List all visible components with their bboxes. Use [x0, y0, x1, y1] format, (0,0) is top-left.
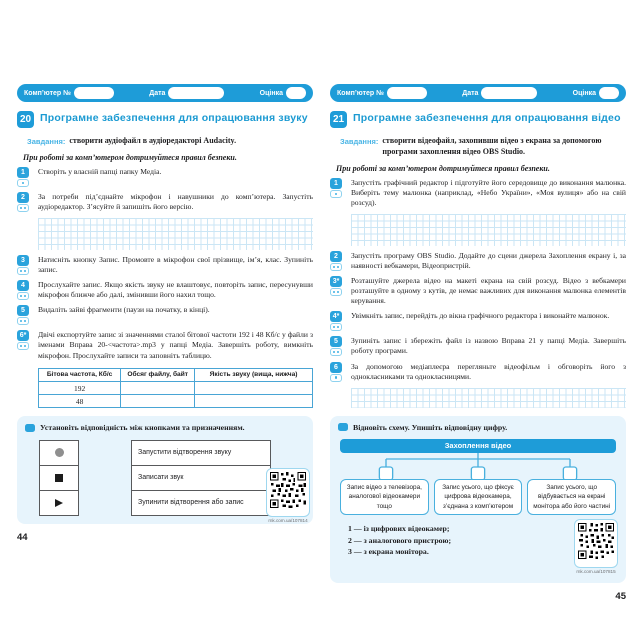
step-number-badge: 6 [330, 362, 342, 373]
task-text: створити аудіофайл в аудіоредакторі Audacity. [69, 136, 237, 145]
scheme-title-bar: Захоплення відео [340, 439, 616, 453]
table-row [39, 395, 313, 408]
qr-block [574, 519, 618, 574]
table-header-size: Обсяг файлу, байт [121, 368, 195, 382]
step-text: Увімкніть запис, перейдіть до вікна графічного редактора і виконайте малюнок. [351, 311, 610, 321]
work-mode-icon [330, 323, 342, 331]
step-item [330, 178, 626, 208]
scheme-boxes [340, 479, 616, 515]
step-text: Двічі експортуйте запис зі значеннями сталої бітової частоти 192 і 48 Кб/с у файли з іменами Вправа 20-<частота>.mp3 у папці Медіа. Завершіть роботу, вимкніть мікрофон. Прослухайте записи та заповніть таблицю. [38, 330, 313, 360]
step-item [330, 251, 626, 271]
lesson-header [17, 111, 313, 128]
work-mode-icon [17, 204, 29, 212]
step-item [330, 311, 626, 331]
step-text: Розташуйте джерела відео на макеті екрана на свій розсуд. Відео з вебкамери розташуйте в одному з кутів, де немає важливих для виконання малюнка елементів керування. [351, 276, 626, 306]
match-button-play[interactable] [39, 490, 79, 516]
grade-label: Оцінка [259, 89, 283, 97]
grade-field[interactable] [286, 87, 306, 99]
legend-line: 2 — з аналогового пристрою; [348, 535, 452, 545]
step-number-badge: 5 [330, 336, 342, 347]
page-number: 45 [615, 590, 626, 602]
step-item [17, 280, 313, 300]
prompt-bullet-icon [25, 424, 35, 432]
lesson-header [330, 111, 626, 128]
work-mode-icon [330, 263, 342, 271]
button-column [39, 440, 79, 516]
step-text: За потреби під’єднайте мікрофон і навушники до комп’ютера. Запустіть аудіоредактор. З’ясуйте й запишіть його версію. [38, 191, 313, 211]
step-number-badge: 1 [17, 167, 29, 178]
step-item [17, 192, 313, 212]
task-label: Завдання: [340, 136, 379, 146]
table-cell: 48 [39, 395, 121, 408]
grade-label: Оцінка [572, 89, 596, 97]
match-button-stop[interactable] [39, 465, 79, 491]
work-mode-icon [17, 267, 29, 275]
step-text: Зупиніть запис і збережіть файл із назвою Вправа 21 у папці Медіа. Завершіть роботу програми. [351, 336, 626, 356]
prompt-bullet-icon [338, 423, 348, 431]
work-mode-icon [330, 374, 342, 382]
step-text: Прослухайте запис. Якщо якість звуку не влаштовує, повторіть запис, пересунувши мікрофон ближче або далі, змінивши його нахил тощо. [38, 280, 313, 300]
stop-icon [55, 474, 63, 482]
step-number-badge: 2 [330, 251, 342, 262]
step-item [330, 362, 626, 382]
task-label: Завдання: [27, 136, 66, 146]
qr-caption: rnk.com.ua/107815 [576, 568, 616, 574]
matching-prompt: Установіть відповідність між кнопками та призначенням. [40, 423, 245, 433]
writing-grid[interactable] [38, 218, 313, 250]
matching-panel [17, 416, 313, 523]
scheme-box: Запис усього, що відбувається на екрані монітора або його частині [527, 479, 616, 515]
task-line [340, 136, 626, 158]
scheme-legend [348, 523, 618, 575]
work-mode-icon [17, 292, 29, 300]
work-mode-icon [17, 342, 29, 350]
writing-grid[interactable] [351, 214, 626, 246]
match-button-record[interactable] [39, 440, 79, 466]
legend-line: 3 — з екрана монітора. [348, 547, 429, 557]
task-text: створити відеофайл, захопивши відео з екрана за допомогою програми захоплення відео OBS Studio. [382, 136, 602, 156]
date-field[interactable] [481, 87, 537, 99]
purpose-cell[interactable]: Записати звук [131, 465, 271, 491]
step-text: За допомогою медіаплеєра перегляньте відеофільм і обговоріть його з однокласниками та однокласницями. [351, 361, 626, 381]
date-field[interactable] [168, 87, 224, 99]
table-cell-input[interactable] [121, 395, 195, 408]
scheme-prompt-line [338, 423, 618, 432]
scheme-connector [340, 453, 616, 481]
computer-label: Комп’ютер № [337, 89, 384, 97]
computer-field[interactable] [387, 87, 427, 99]
step-text: Створіть у власній папці папку Медіа. [38, 166, 162, 176]
step-item [17, 255, 313, 275]
step-item [17, 305, 313, 325]
page-number: 44 [17, 531, 28, 543]
step-number-badge: 3 [17, 255, 29, 266]
qr-code [266, 468, 310, 517]
record-icon [55, 448, 64, 457]
date-label: Дата [462, 89, 479, 97]
lesson-number-badge: 21 [330, 111, 347, 128]
step-number-badge: 6* [17, 330, 29, 341]
step-text: Натисніть кнопку Запис. Промовте в мікрофон свої прізвище, ім’я, клас. Зупиніть запис. [38, 254, 313, 275]
legend-line: 1 — із цифрових відеокамер; [348, 523, 450, 533]
writing-grid[interactable] [351, 388, 626, 408]
table-cell-input[interactable] [195, 395, 313, 408]
scheme-box: Запис усього, що фіксує цифрова відеокамера, з’єднана з комп’ютером [434, 479, 523, 515]
task-line [27, 136, 313, 147]
qr-caption: rnk.com.ua/107814 [268, 518, 308, 524]
purpose-cell[interactable]: Зупинити відтворення або запис [131, 490, 271, 516]
bitrate-table [38, 368, 313, 409]
page-right [330, 84, 626, 602]
lesson-title: Програмне забезпечення для опрацювання відео [353, 112, 621, 124]
step-number-badge: 3* [330, 276, 342, 287]
work-mode-icon [330, 348, 342, 356]
play-icon [55, 499, 63, 507]
meta-bar [17, 84, 313, 102]
qr-block [266, 468, 310, 523]
step-number-badge: 2 [17, 192, 29, 203]
step-item [17, 167, 313, 187]
step-item [330, 336, 626, 356]
scheme-panel [330, 416, 626, 583]
table-cell-input[interactable] [121, 382, 195, 395]
step-number-badge: 1 [330, 178, 342, 189]
step-item [17, 330, 313, 360]
lesson-title: Програмне забезпечення для опрацювання звуку [40, 112, 308, 124]
work-mode-icon [330, 288, 342, 296]
table-cell: 192 [39, 382, 121, 395]
step-text: Видаліть зайві фрагменти (паузи на початку, в кінці). [38, 305, 210, 315]
step-number-badge: 4 [17, 280, 29, 291]
meta-bar [330, 84, 626, 102]
page-left [17, 84, 313, 602]
step-text: Запустіть графічний редактор і підготуйте його середовище до виконання малюнка. Виберіть тему малюнка (наприклад, «Небо України», «Моя вулиця» або на свій розсуд). [351, 177, 626, 207]
scheme-prompt: Відновіть схему. Упишіть відповідну цифру. [353, 422, 508, 432]
lesson-number-badge: 20 [17, 111, 34, 128]
safety-note: При роботі за комп’ютером дотримуйтеся правил безпеки. [336, 163, 550, 173]
step-item [330, 276, 626, 306]
matching-prompt-line [25, 423, 305, 432]
safety-note: При роботі за комп’ютером дотримуйтеся правил безпеки. [23, 152, 237, 162]
purpose-column [131, 440, 271, 516]
step-text: Запустіть програму OBS Studio. Додайте до сцени джерела Захоплення екрану і, за наявності вебкамери, Відеопристрій. [351, 250, 626, 270]
computer-label: Комп’ютер № [24, 89, 71, 97]
grade-field[interactable] [599, 87, 619, 99]
step-number-badge: 5 [17, 305, 29, 316]
computer-field[interactable] [74, 87, 114, 99]
step-number-badge: 4* [330, 311, 342, 322]
table-row [39, 382, 313, 395]
qr-code [574, 519, 618, 568]
purpose-cell[interactable]: Запустити відтворення звуку [131, 440, 271, 466]
date-label: Дата [149, 89, 166, 97]
work-mode-icon [17, 317, 29, 325]
table-header-bitrate: Бітова частота, Кб/с [39, 368, 121, 382]
scheme-box: Запис відео з телевізора, аналогової відеокамери тощо [340, 479, 429, 515]
table-cell-input[interactable] [195, 382, 313, 395]
work-mode-icon [330, 190, 342, 198]
table-header-quality: Якість звуку (вища, нижча) [195, 368, 313, 382]
work-mode-icon [17, 179, 29, 187]
